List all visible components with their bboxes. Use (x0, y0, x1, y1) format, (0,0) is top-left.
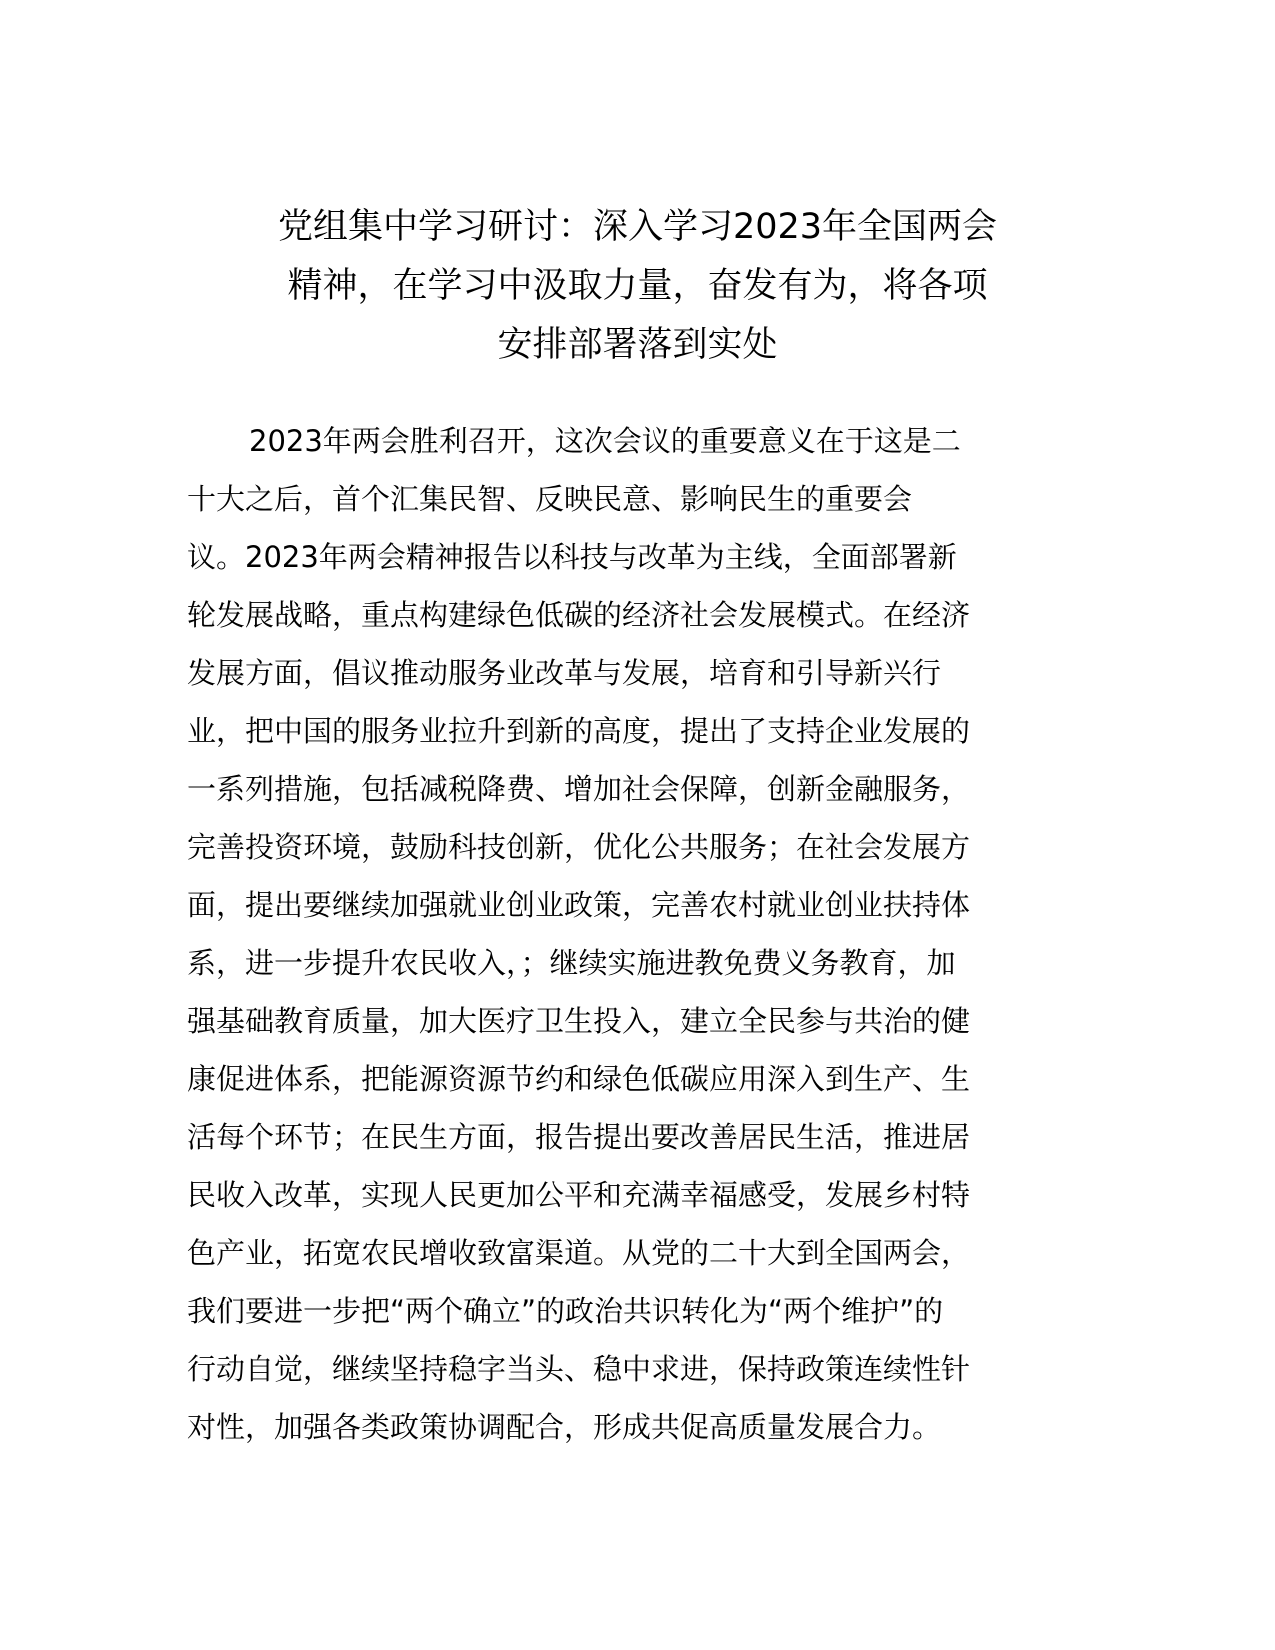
body-line: 面，提出要继续加强就业创业政策，完善农村就业创业扶持体 (187, 888, 971, 922)
body-line: 业，把中国的服务业拉升到新的高度，提出了支持企业发展的 (187, 714, 971, 748)
document-title (170, 198, 1105, 375)
body-line: 十大之后，首个汇集民智、反映民意、影响民生的重要会 (187, 482, 913, 516)
body-line: 民收入改革，实现人民更加公平和充满幸福感受，发展乡村特 (187, 1178, 971, 1212)
body-paragraph (187, 412, 1087, 1456)
title-line: 精神，在学习中汲取力量，奋发有为，将各项 (287, 266, 988, 306)
body-line: 强基础教育质量，加大医疗卫生投入，建立全民参与共治的健 (187, 1004, 971, 1038)
body-line: 色产业，拓宽农民增收致富渠道。从党的二十大到全国两会， (187, 1236, 971, 1270)
body-line: 康促进体系，把能源资源节约和绿色低碳应用深入到生产、生 (187, 1062, 971, 1096)
body-line: 对性，加强各类政策协调配合，形成共促高质量发展合力。 (187, 1410, 942, 1444)
body-line: 2023年两会胜利召开，这次会议的重要意义在于这是二 (249, 424, 961, 458)
body-line: 发展方面，倡议推动服务业改革与发展，培育和引导新兴行 (187, 656, 942, 690)
body-line: 完善投资环境，鼓励科技创新，优化公共服务；在社会发展方 (187, 830, 971, 864)
body-line: 议。2023年两会精神报告以科技与改革为主线，全面部署新 (187, 540, 957, 574)
body-line: 系，进一步提升农民收入，；继续实施进教免费义务教育，加 (187, 946, 956, 980)
body-line: 活每个环节；在民生方面，报告提出要改善居民生活，推进居 (187, 1120, 971, 1154)
title-line: 安排部署落到实处 (497, 325, 778, 365)
body-line: 我们要进一步把“两个确立”的政治共识转化为“两个维护”的 (187, 1294, 944, 1328)
body-line: 轮发展战略，重点构建绿色低碳的经济社会发展模式。在经济 (187, 598, 971, 632)
title-line: 党组集中学习研讨：深入学习2023年全国两会 (277, 207, 998, 247)
body-line: 一系列措施，包括减税降费、增加社会保障，创新金融服务， (187, 772, 971, 806)
body-line: 行动自觉，继续坚持稳字当头、稳中求进，保持政策连续性针 (187, 1352, 971, 1386)
